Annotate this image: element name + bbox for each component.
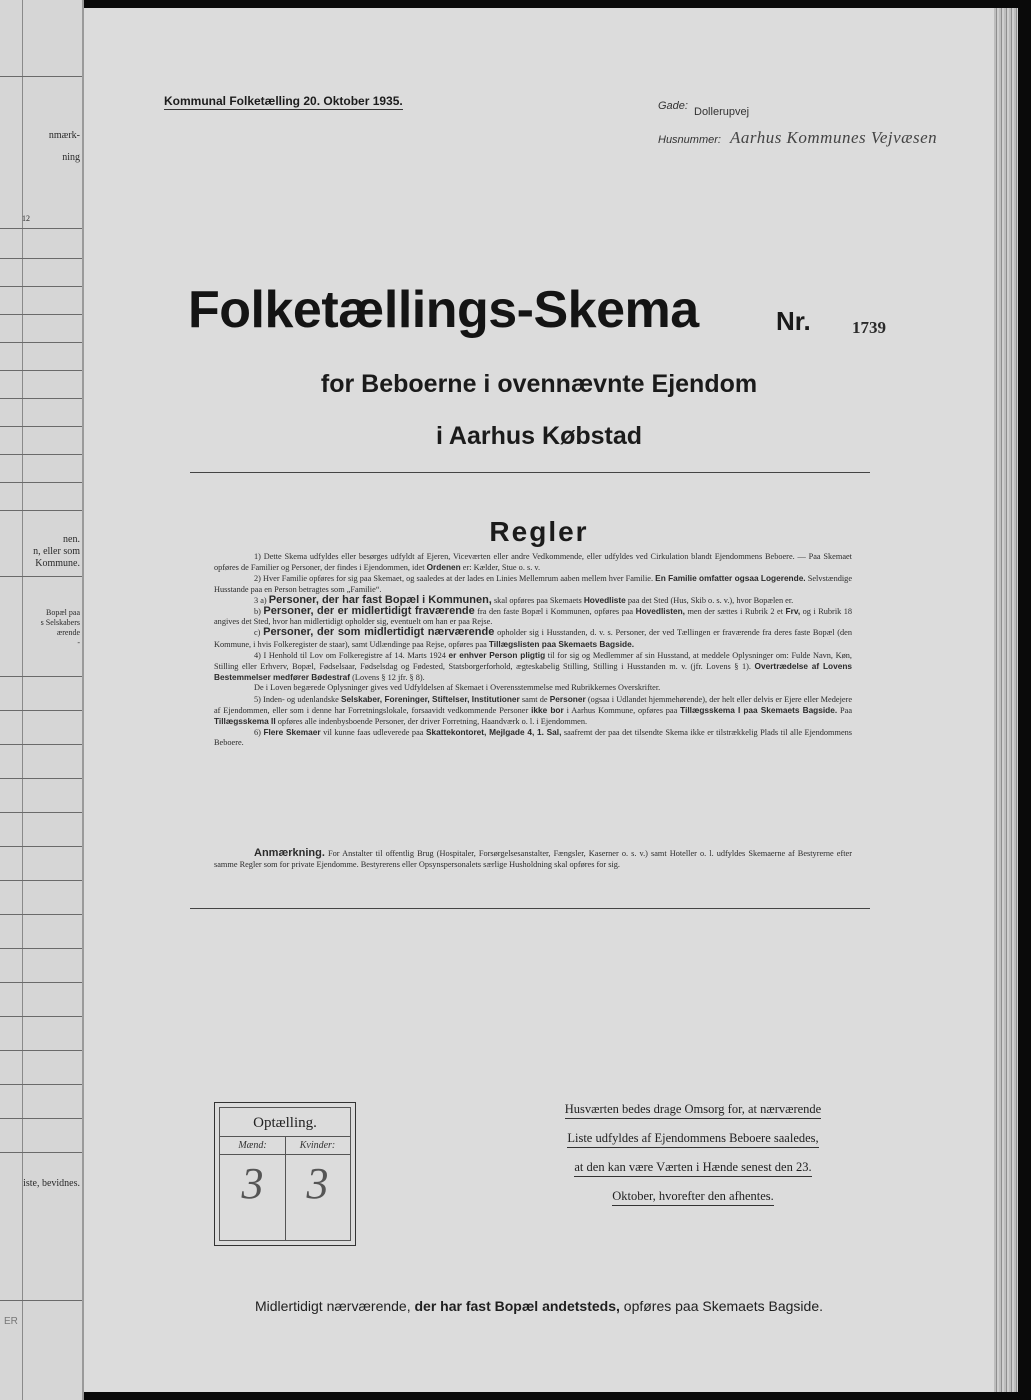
left-page-rule bbox=[0, 778, 82, 779]
rules-text bbox=[214, 552, 852, 749]
notice-line: Oktober, hvorefter den afhentes. bbox=[612, 1189, 774, 1206]
rule-3c: c) Personer, der som midlertidigt nærværende opholder sig i Husstanden, d. v. s. Personer, der ved Tællingen er fraværende fra deres faste Bopæl (den Kommune, i hvis Folkeregister de staar), samt Udlændinge paa Rejse, opføres paa Tillægslisten paa Skemaets Bagside. bbox=[214, 626, 853, 649]
left-fragment: 12 bbox=[22, 214, 30, 223]
tally-women-label: Kvinder: bbox=[299, 1140, 336, 1151]
rule-5: 5) Inden- og udenlandske Selskaber, Foreninger, Stiftelser, Institutioner samt de Personer (ogsaa i Udlandet hjemmehørende), der helt eller delvis er Ejere eller Medejere af Ejendommen, eller som i denne har Forretningslokale, forsaavidt vedkommende Personer ikke bor i Aarhus Kommune, opføres paa Tillægsskema I paa Skemaets Bagside. Paa Tillægsskema II opføres alle indenbysboende Personer, der driver Forretning, Haandværk o. l. i Ejendommen. bbox=[214, 693, 853, 727]
left-page-rule bbox=[0, 1152, 82, 1153]
left-page-rule bbox=[0, 914, 82, 915]
divider bbox=[190, 908, 870, 909]
left-page-rule bbox=[0, 1084, 82, 1085]
form-title: Folketællings-Skema bbox=[188, 281, 699, 339]
form-subtitle: for Beboerne i ovennævnte Ejendom bbox=[320, 370, 758, 398]
left-page-rule bbox=[0, 982, 82, 983]
left-page-rule bbox=[0, 228, 82, 229]
left-page-rule bbox=[0, 710, 82, 711]
notice-line: Husværten bedes drage Omsorg for, at nærværende bbox=[565, 1102, 822, 1119]
left-page-rule bbox=[0, 676, 82, 677]
footer-note: Midlertidigt nærværende, der har fast Bopæl andetsteds, opføres paa Skemaets Bagside. bbox=[254, 1298, 824, 1314]
notice-line: Liste udfyldes af Ejendommens Beboere saaledes, bbox=[567, 1131, 818, 1148]
left-page-rule bbox=[0, 1300, 82, 1301]
form-number-label: Nr. bbox=[776, 306, 811, 336]
rule-1: 1) Dette Skema udfyldes eller besørges udfyldt af Ejeren, Viceværten eller andre Vedkommende, eller udfyldes ved Cirkulation blandt Ejendommens Beboere. — Paa Skemaet opføres de Familier og Personer, der findes i Ejendommen, idet Ordenen er: Kælder, Stue o. s. v. bbox=[214, 552, 852, 573]
tally-box bbox=[214, 1102, 356, 1246]
left-page-rule bbox=[0, 510, 82, 511]
left-page-rule bbox=[0, 576, 82, 577]
left-page-rule bbox=[0, 370, 82, 371]
left-page-rule bbox=[0, 258, 82, 259]
rule-6: 6) Flere Skemaer vil kunne faas udleverede paa Skattekontoret, Mejlgade 4, 1. Sal, saafremt der paa det tilsendte Skema ikke er tilstrækkelig Plads til alle Ejendommens Beboere. bbox=[214, 727, 853, 748]
left-page-rule bbox=[0, 482, 82, 483]
left-fragment: nmærk- bbox=[48, 130, 80, 141]
left-fragment: nen. bbox=[63, 534, 80, 545]
census-form-page bbox=[84, 8, 994, 1392]
rule-2: 2) Hver Familie opføres for sig paa Skemaet, og saaledes at der lades en Linies Mellemrum aaben mellem hver Familie. En Familie omfatter ogsaa Logerende. Selvstændige Husstande paa en Person betragtes som „Familie“. bbox=[214, 573, 853, 594]
house-number-label: Husnummer: bbox=[658, 134, 721, 146]
left-fragment: s Selskabers bbox=[40, 618, 80, 627]
rule-4-continued: De i Loven begærede Oplysninger gives ved Udfyldelsen af Skemaet i Overensstemmelse med Rubrikkernes Overskrifter. bbox=[254, 683, 661, 693]
rule-3b: b) Personer, der er midlertidigt fraværende fra den faste Bopæl i Kommunen, opføres paa Hovedlisten, men der sættes i Rubrik 2 et Frv, og i Rubrik 18 angives det Sted, hvor han midlertidigt opholder sig, eventuelt om han er paa Rejse. bbox=[214, 605, 853, 627]
divider bbox=[190, 472, 870, 473]
rules-heading: Regler bbox=[489, 516, 589, 547]
left-page-rule bbox=[0, 398, 82, 399]
tally-box-inner bbox=[219, 1107, 351, 1241]
left-page-rule bbox=[0, 342, 82, 343]
left-page-rule bbox=[0, 812, 82, 813]
street-value: Dollerupvej bbox=[694, 106, 750, 118]
left-fragment: Kommune. bbox=[35, 558, 80, 569]
tally-women-value: 3 bbox=[306, 1159, 329, 1208]
tally-men-label: Mænd: bbox=[238, 1140, 267, 1151]
rule-4: 4) I Henhold til Lov om Folkeregistre af 14. Marts 1924 er enhver Person pligtig til for sig og Medlemmer af sin Husstand, at meddele Oplysninger om: Fulde Navn, Køn, Stilling eller Erhverv, Bopæl, Fødselsaar, Fødselsdag og Fødested, Statsborgerforhold, ægteskabelig Stilling, Stilling i Husstanden m. v. (jfr. Lovens § 1). Overtrædelse af Lovens Bestemmelser medfører Bødestraf (Lovens § 12 jfr. § 8). bbox=[214, 649, 853, 683]
left-page-column-rule bbox=[22, 0, 23, 1400]
left-page-rule bbox=[0, 846, 82, 847]
left-page-rule bbox=[0, 1050, 82, 1051]
page-stack-edge bbox=[994, 8, 1018, 1392]
left-page-rule bbox=[0, 426, 82, 427]
tally-title: Optælling. bbox=[253, 1115, 317, 1131]
rule-3a: 3 a) Personer, der har fast Bopæl i Kommunen, skal opføres paa Skemaets Hovedliste paa det Sted (Hus, Skib o. s. v.), hvor Bopælen er. bbox=[254, 593, 794, 606]
left-fragment: - bbox=[77, 638, 80, 647]
left-page-rule bbox=[0, 76, 82, 77]
left-page-rule bbox=[0, 1016, 82, 1017]
street-label: Gade: bbox=[658, 100, 688, 112]
left-fragment: n, eller som bbox=[33, 546, 80, 557]
left-fragment: ærende bbox=[56, 628, 80, 637]
left-fragment: ning bbox=[62, 152, 80, 163]
left-page-rule bbox=[0, 744, 82, 745]
remark-paragraph: Anmærkning. For Anstalter til offentlig Brug (Hospitaler, Forsørgelsesanstalter, Fængsler, Kaserner o. s. v.) samt Hoteller o. l. udfyldes Skemaerne af Bestyrerne efter samme Regler som for private Ejendomme. Bestyrerens eller Opsynspersonalets særlige Husholdning skal opføres for sig. bbox=[214, 847, 852, 869]
left-fragment: iste, bevidnes. bbox=[23, 1178, 80, 1189]
form-number: 1739 bbox=[852, 318, 886, 337]
left-facing-page bbox=[0, 0, 84, 1400]
left-fragment: Bopæl paa bbox=[46, 608, 80, 617]
left-page-rule bbox=[0, 948, 82, 949]
left-page-rule bbox=[0, 314, 82, 315]
form-subtitle-city: i Aarhus Købstad bbox=[435, 422, 643, 450]
notice-line: at den kan være Værten i Hænde senest den 23. bbox=[574, 1160, 811, 1177]
left-page-rule bbox=[0, 1118, 82, 1119]
census-header-line: Kommunal Folketælling 20. Oktober 1935. bbox=[164, 94, 403, 108]
house-number-handwritten: Aarhus Kommunes Vejvæsen bbox=[730, 128, 938, 147]
left-page-rule bbox=[0, 454, 82, 455]
tally-men-value: 3 bbox=[241, 1159, 264, 1208]
remark-label: Anmærkning. bbox=[254, 847, 325, 859]
left-page-rule bbox=[0, 880, 82, 881]
left-fragment: ER bbox=[4, 1316, 18, 1327]
landlord-notice bbox=[510, 1102, 876, 1218]
left-page-rule bbox=[0, 286, 82, 287]
